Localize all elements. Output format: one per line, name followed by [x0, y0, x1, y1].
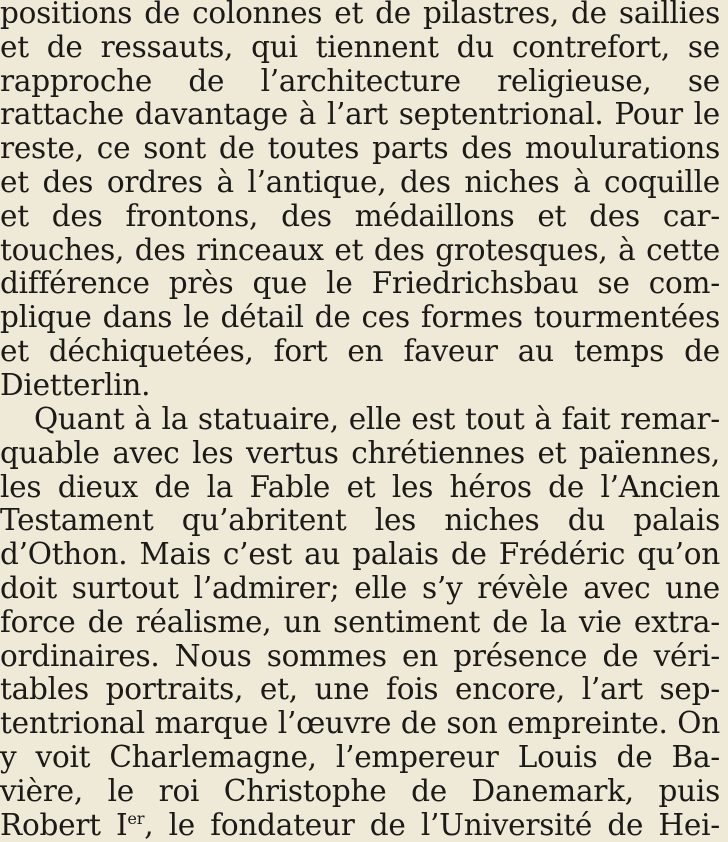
text-line: force de réalisme, un sentiment de la vie extra-	[0, 605, 720, 639]
text-line: quable avec les vertus chrétiennes et païennes,	[0, 436, 720, 470]
text-fragment: , le fondateur de l’Université de Hei-	[144, 808, 720, 842]
text-line: et déchiquetées, fort en faveur au temps de	[0, 334, 720, 368]
text-line: les dieux de la Fable et les héros de l’Ancien	[0, 470, 720, 504]
text-line: et des ordres à l’antique, des niches à coquille	[0, 165, 720, 199]
text-line: tentrional marque l’œuvre de son empreinte. On	[0, 706, 720, 740]
text-line: Dietterlin.	[0, 368, 151, 402]
text-line: touches, des rinceaux et des grotesques, à cette	[0, 233, 720, 267]
text-line: rattache davantage à l’art septentrional. Pour le	[0, 97, 720, 131]
text-line	[0, 808, 720, 842]
text-line: positions de colonnes et de pilastres, de saillies	[0, 0, 720, 30]
text-line: doit surtout l’admirer; elle s’y révèle avec une	[0, 571, 720, 605]
text-line: d’Othon. Mais c’est au palais de Frédéric qu’on	[0, 537, 720, 571]
text-line: et des frontons, des médaillons et des car-	[0, 199, 720, 233]
text-line: Testament qu’abritent les niches du palais	[0, 503, 720, 537]
text-fragment: Robert I	[0, 808, 128, 842]
text-line: et de ressauts, qui tiennent du contrefort, se	[0, 30, 720, 64]
text-line: différence près que le Friedrichsbau se com-	[0, 266, 720, 300]
text-line: ordinaires. Nous sommes en présence de véri-	[0, 639, 720, 673]
text-line: y voit Charlemagne, l’empereur Louis de Ba-	[0, 740, 720, 774]
text-line: reste, ce sont de toutes parts des moulurations	[0, 131, 720, 165]
text-line: plique dans le détail de ces formes tourmentées	[0, 300, 720, 334]
text-line: tables portraits, et, une fois encore, l’art sep-	[0, 672, 720, 706]
text-line: vière, le roi Christophe de Danemark, puis	[0, 774, 720, 808]
text-line: Quant à la statuaire, elle est tout à fait remar-	[34, 402, 720, 436]
superscript: er	[127, 809, 145, 829]
text-line: rapproche de l’architecture religieuse, se	[0, 64, 720, 98]
